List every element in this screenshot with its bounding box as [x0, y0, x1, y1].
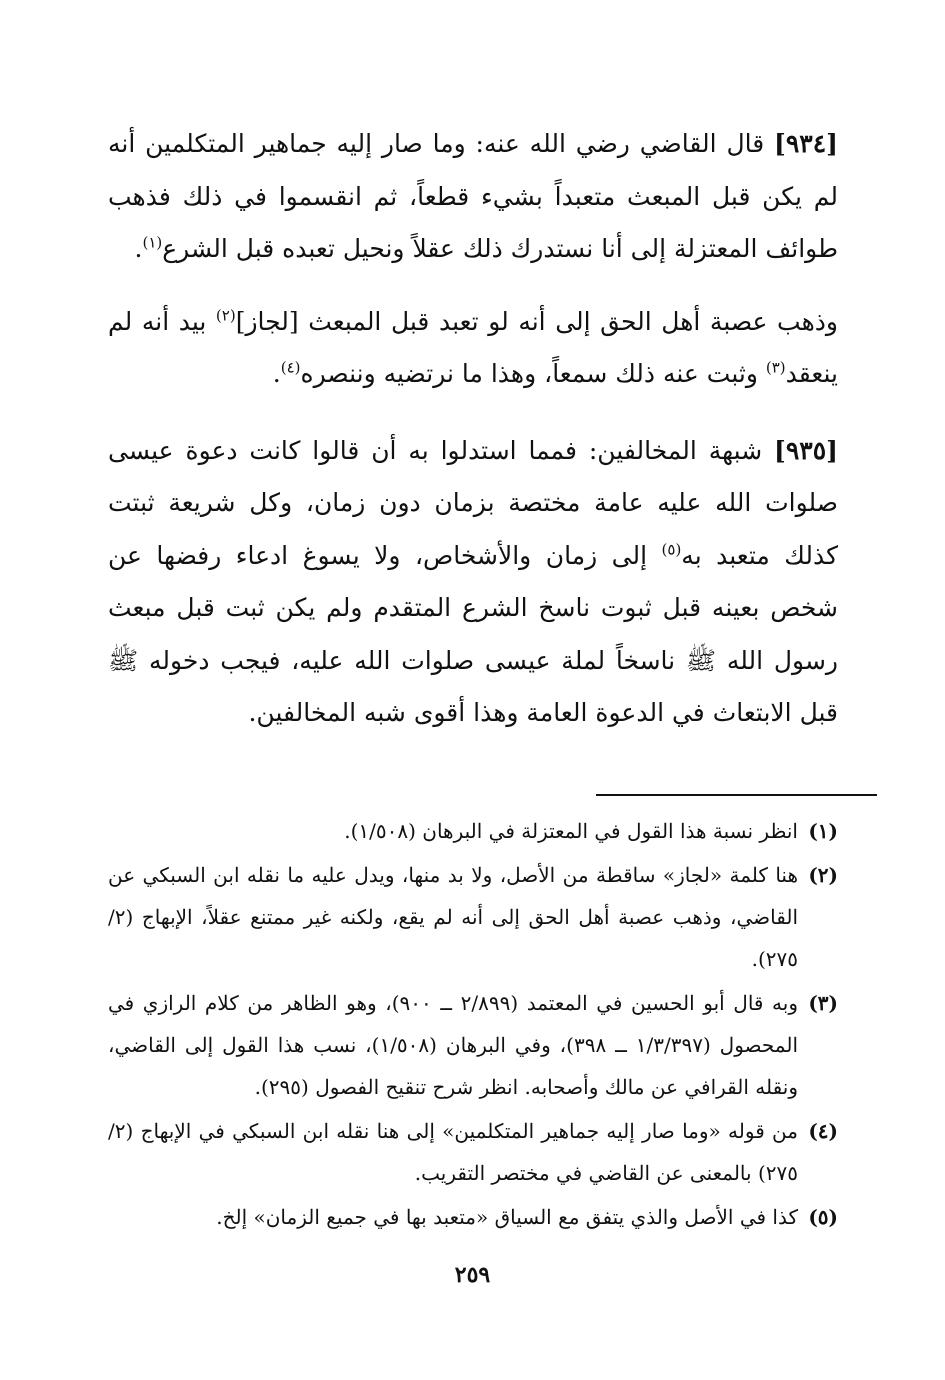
paragraph-934 [108, 118, 838, 276]
footnote-ref[interactable]: (١) [142, 233, 163, 252]
footnote-number: (٥) [808, 1205, 838, 1229]
footnote-ref[interactable]: (٤) [280, 358, 301, 377]
paragraph-end: . [272, 359, 281, 388]
footnote-number: (٤) [808, 1119, 838, 1143]
footnote-text: انظر نسبة هذا القول في المعتزلة في البرهان (١/٥٠٨). [344, 819, 798, 843]
footnote-text: وبه قال أبو الحسين في المعتمد (٢/٨٩٩ ــ ٩٠٠)، وهو الظاهر من كلام الرازي في المحصول (١/٣/٣٩٧ ــ ٣٩٨)، وفي البرهان (١/٥٠٨)، نسب هذا القول إلى القاضي، ونقله القرافي عن مالك وأصحابه. انظر شرح تنقيح الفصول (٢٩٥). [108, 991, 799, 1099]
footnote-ref[interactable]: (٥) [661, 540, 682, 559]
footnote-3 [108, 982, 838, 1108]
footnote-number: (٣) [808, 991, 838, 1015]
paragraph-text: وذهب عصبة أهل الحق إلى أنه لو تعبد قبل المبعث [لجاز] [235, 306, 838, 336]
footnote-4 [108, 1110, 838, 1194]
footnote-ref[interactable]: (٣) [765, 358, 786, 377]
paragraph-end: . [134, 234, 143, 263]
paragraph-935 [108, 425, 838, 740]
paragraph-text: قال القاضي رضي الله عنه: وما صار إليه جماهير المتكلمين أنه لم يكن قبل المبعث متعبداً بشيء قطعاً، ثم انقسموا في ذلك فذهب طوائف المعتزلة إلى أنا نستدرك ذلك عقلاً ونحيل تعبده قبل الشرع [108, 129, 838, 263]
main-text [108, 118, 838, 760]
footnote-2 [108, 854, 838, 980]
footnote-number: (٢) [808, 863, 838, 887]
footnote-5 [108, 1196, 838, 1238]
footnote-number: (١) [808, 819, 838, 843]
footnotes [108, 810, 838, 1240]
paragraph-number: [٩٣٥] [774, 435, 838, 465]
footnote-separator [596, 794, 877, 796]
footnote-text: كذا في الأصل والذي يتفق مع السياق «متعبد بها في جميع الزمان» إلخ. [216, 1205, 798, 1229]
paragraph-number: [٩٣٤] [774, 129, 838, 158]
page-number: ٢٥٩ [454, 1262, 491, 1288]
paragraph-text: إلى زمان والأشخاص، ولا يسوغ ادعاء رفضها عن شخص بعينه قبل ثبوت ناسخ الشرع المتقدم ولم يكن ثبت قبل مبعث رسول الله ﷺ ناسخاً لملة عيسى صلوات الله عليه، فيجب دخوله ﷺ قبل الابتعاث في الدعوة العامة وهذا أقوى شبه المخالفين. [108, 540, 838, 727]
paragraph-text: وثبت عنه ذلك سمعاً، وهذا ما نرتضيه وننصره [300, 359, 766, 388]
footnote-text: من قوله «وما صار إليه جماهير المتكلمين» إلى هنا نقله ابن السبكي في الإبهاج (٢/ ٢٧٥) بالمعنى عن القاضي في مختصر التقريب. [108, 1119, 798, 1185]
footnote-1 [108, 810, 838, 852]
paragraph-ahl-alhaqq [108, 296, 838, 401]
footnote-text: هنا كلمة «لجاز» ساقطة من الأصل، ولا بد منها، ويدل عليه ما نقله ابن السبكي عن القاضي، وذهب عصبة أهل الحق إلى أنه لم يقع، ولكنه غير ممتنع عقلاً، الإبهاج (٢/ ٢٧٥). [108, 863, 798, 971]
footnote-ref[interactable]: (٢) [215, 306, 236, 325]
paragraph-text: شبهة المخالفين: فمما استدلوا به أن قالوا كانت دعوة عيسى صلوات الله عليه عامة مختصة بزمان دون زمان، وكل شريعة ثبتت كذلك متعبد به [108, 435, 838, 570]
paragraph-text: بيد أنه لم ينعقد [108, 306, 838, 388]
